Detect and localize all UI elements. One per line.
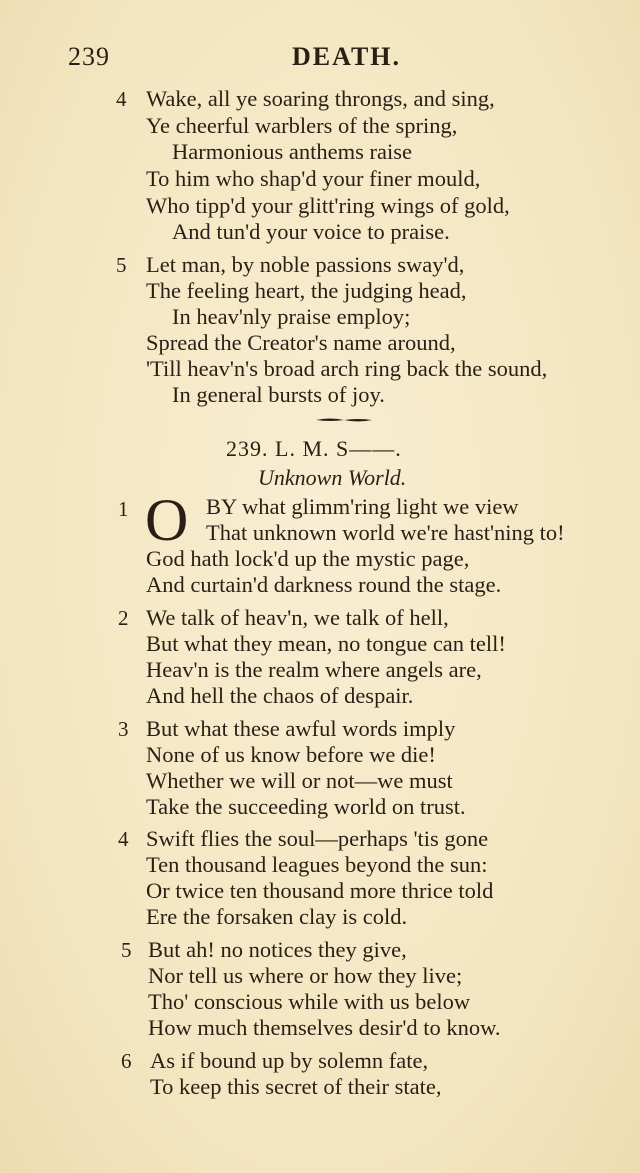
verse-line: In heav'nly praise employ;	[172, 304, 411, 329]
verse-line: And tun'd your voice to praise.	[172, 219, 450, 244]
verse-line: Tho' conscious while with us below	[148, 989, 471, 1014]
verse-line: BY what glimm'ring light we view	[206, 494, 519, 519]
verse-line: Heav'n is the realm where angels are,	[146, 657, 482, 682]
verse-line: In general bursts of joy.	[172, 382, 385, 407]
stanza-number: 5	[116, 253, 127, 277]
verse-line: Who tipp'd your glitt'ring wings of gold,	[146, 193, 510, 218]
stanza-number: 5	[121, 938, 132, 962]
verse-line: Ye cheerful warblers of the spring,	[146, 113, 458, 138]
page-header	[0, 42, 640, 82]
drop-cap: O	[145, 487, 189, 553]
page-number: 239	[68, 42, 110, 71]
verse-line: Ten thousand leagues beyond the sun:	[146, 852, 488, 877]
stanza-number: 1	[118, 497, 129, 521]
stanza-number: 2	[118, 606, 129, 630]
verse-line: Take the succeeding world on trust.	[146, 794, 466, 819]
verse-line: But what they mean, no tongue can tell!	[146, 631, 506, 656]
verse-line: Spread the Creator's name around,	[146, 330, 456, 355]
hymn-heading: 239. L. M. S——.	[226, 436, 402, 461]
verse-line: And hell the chaos of despair.	[146, 683, 414, 708]
stanza-number: 4	[116, 87, 127, 111]
hymn-title: Unknown World.	[258, 465, 407, 490]
verse-line: Swift flies the soul—perhaps 'tis gone	[146, 826, 489, 851]
verse-line: Let man, by noble passions sway'd,	[146, 252, 465, 277]
verse-line: God hath lock'd up the mystic page,	[146, 546, 470, 571]
verse-line: We talk of heav'n, we talk of hell,	[146, 605, 449, 630]
stanza-number: 3	[118, 717, 129, 741]
verse-line: Wake, all ye soaring throngs, and sing,	[146, 86, 495, 111]
verse-line: To keep this secret of their state,	[150, 1074, 442, 1099]
verse-line: And curtain'd darkness round the stage.	[146, 572, 502, 597]
verse-line: That unknown world we're hast'ning to!	[206, 520, 565, 545]
verse-line: Or twice ten thousand more thrice told	[146, 878, 494, 903]
verse-line: Harmonious anthems raise	[172, 139, 412, 164]
stanza-number: 6	[121, 1049, 132, 1073]
verse-line: As if bound up by solemn fate,	[150, 1048, 429, 1073]
verse-line: To him who shap'd your finer mould,	[146, 166, 481, 191]
verse-line: Ere the forsaken clay is cold.	[146, 904, 408, 929]
verse-line: But what these awful words imply	[146, 716, 456, 741]
stanza-number: 4	[118, 827, 129, 851]
verse-line: 'Till heav'n's broad arch ring back the sound,	[146, 356, 548, 381]
running-head: DEATH.	[292, 42, 402, 71]
verse-line: Whether we will or not—we must	[146, 768, 453, 793]
verse-line: How much themselves desir'd to know.	[148, 1015, 501, 1040]
verse-line: Nor tell us where or how they live;	[148, 963, 463, 988]
ornamental-divider	[316, 417, 372, 423]
verse-line: None of us know before we die!	[146, 742, 436, 767]
verse-line: But ah! no notices they give,	[148, 937, 407, 962]
verse-line: The feeling heart, the judging head,	[146, 278, 467, 303]
